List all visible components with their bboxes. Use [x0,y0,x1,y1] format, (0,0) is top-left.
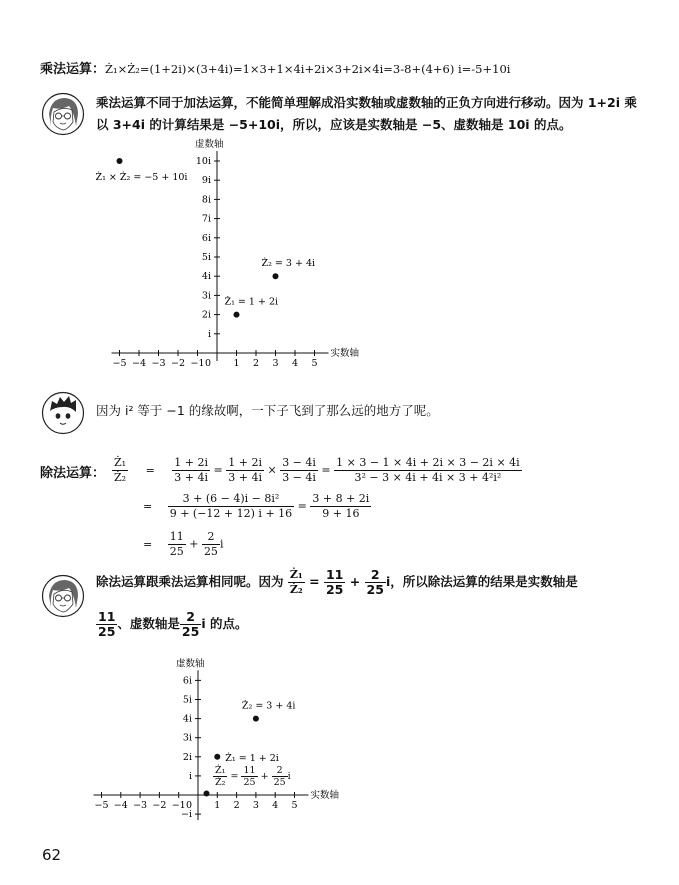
div-l1-f4: $\frac{1 \times 3 - 1 \times 4i + 2i \times 3 - 2i \times 4i}{\text{3² − 3 × 4i + 4i × 3 + 4²i²}}$ [336,456,520,484]
x-tick-label: −3 [151,358,166,369]
para3-frac-z: $\frac{\text{Ż₁}}{\text{Ż₂}}$ [289,568,303,596]
x-tick-label: 5 [311,358,318,369]
y-tick-label: 4i [182,713,192,725]
para3-frac-2-25-b: $\frac{2}{25}$ [181,609,200,639]
x-tick-label: 2 [252,358,260,369]
data-point [214,754,220,760]
y-tick-label: −i [181,809,192,821]
avatar-girl-2 [41,574,85,618]
data-point-label: Ż₂ = 3 + 4i [261,258,316,270]
y-tick-label: 9i [201,175,211,187]
multiplication-label: 乘法运算： [40,62,106,77]
chart2-p3-label: $\frac{\text{Ż₁}}{\text{Ż₂}}$ = $\frac{11}{25}$ + $\frac{2}{25}$ i [215,765,291,788]
x-tick-label: −2 [170,358,186,369]
avatar-girl [41,92,85,136]
x-tick-label: 3 [252,800,259,811]
division-line-3: = $\frac{11}{25}$ + $\frac{2}{25}$ i [143,530,224,558]
y-tick-label: i [188,770,192,782]
data-point-label: Ż₁ = 1 + 2i [225,752,279,764]
x-tick-label: 0 [185,800,193,811]
data-point [253,716,259,722]
x-tick-label: −1 [190,358,205,369]
y-axis-title: 虚数轴 [195,139,224,150]
div-l1-f3: $\frac{3 - 4i}{3 - 4i}$ [282,456,316,484]
x-tick-label: 1 [214,800,221,811]
div-l1-f2: $\frac{1 + 2i}{3 + 4i}$ [228,456,262,484]
paragraph-division-cont: $\frac{11}{25}$ 、虚数轴是 $\frac{2}{25}$ i 的点。 [98,609,248,639]
data-point [117,158,123,164]
paragraph-division: 除法运算跟乘法运算相同呢。因为 $\frac{\text{Ż₁}}{\text{Ż₂}}$ = $\frac{11}{25}$ + $\frac{2}{25}$ i，所以除法运算的结果是实数轴是 [96,567,578,597]
y-tick-label: 8i [201,194,211,206]
data-point-label: Ż₁ = 1 + 2i [224,296,279,308]
division-line-2: = $\frac{\text{3 + (6 − 4)i − 8i²}}{9 + (-12 + 12) i + 16}$ = $\frac{3 + 8 + 2i}{9 + 16}$ [143,492,370,520]
y-tick-label: 10i [195,156,211,167]
y-tick-label: 6i [201,232,211,244]
y-tick-label: 2i [182,751,192,763]
data-point-label: Ż₁ × Ż₂ = −5 + 10i [95,172,188,183]
chart1-plot [96,138,360,369]
paragraph-i-squared: 因为 i² 等于 −1 的缘故啊，一下子飞到了那么远的地方了呢。 [96,403,439,418]
data-point [234,312,240,318]
para3-frac-11-25-b: $\frac{11}{25}$ [98,609,116,639]
div-l3-f2: $\frac{2}{25}$ [203,530,218,558]
y-tick-label: 6i [182,675,192,687]
x-tick-label: 5 [291,800,298,811]
x-tick-label: −1 [171,800,186,811]
y-tick-label: 2i [201,309,211,321]
div-l2-f1: $\frac{\text{3 + (6 − 4)i − 8i²}}{9 + (-12 + 12) i + 16}$ [169,492,293,520]
x-tick-label: 1 [233,358,240,369]
para3-frac-2-25: $\frac{2}{25}$ [366,567,384,597]
y-tick-label: 3i [182,732,192,744]
y-axis-title: 虚数轴 [176,658,205,670]
y-tick-label: 5i [201,252,211,263]
chart-multiplication [90,135,390,375]
chart-division [80,652,370,830]
y-tick-label: 5i [182,694,192,706]
div-l2-f2: $\frac{3 + 8 + 2i}{9 + 16}$ [312,492,370,520]
page-number: 62 [42,846,62,864]
x-tick-label: −4 [131,358,147,369]
x-axis-title: 实数轴 [330,348,360,359]
chart2-plot [94,657,340,820]
x-tick-label: −5 [94,800,109,811]
x-tick-label: 2 [233,800,240,811]
y-tick-label: 3i [201,290,211,302]
data-point [203,790,209,796]
x-tick-label: −5 [112,358,127,369]
x-tick-label: −4 [113,800,128,811]
division-label: 除法运算： [40,466,106,481]
paragraph-multiplication: 乘法运算不同于加法运算，不能简单理解成沿实数轴或虚数轴的正负方向进行移动。因为 1+2i 乘以 3+4i 的计算结果是 −5+10i，所以，应该是实数轴是 −5、虚数轴是 10i 的点。 [96,95,637,132]
y-tick-label: 4i [201,271,211,283]
div-l3-f1: $\frac{11}{25}$ [169,530,184,558]
div-l1-f1: $\frac{1 + 2i}{3 + 4i}$ [174,456,209,484]
y-tick-label: i [207,328,211,340]
data-point-label: Ż₂ = 3 + 4i [241,700,296,712]
data-point [273,273,279,279]
avatar-boy [41,391,85,435]
x-tick-label: 4 [272,800,279,811]
y-tick-label: 7i [201,213,211,225]
x-tick-label: −2 [152,800,167,811]
x-tick-label: 0 [204,358,212,369]
multiplication-equation: Ż₁×Ż₂=(1+2i)×(3+4i)=1×3+1×4i+2i×3+2i×4i=3-8+(4+6) i=-5+10i [105,62,511,76]
x-axis-title: 实数轴 [310,790,340,801]
x-tick-label: 3 [272,358,279,369]
multiplication-line [40,58,510,77]
x-tick-label: −3 [133,800,148,811]
division-line-1: $\frac{\text{Ż₁}}{\text{Ż₂}}$ = $\frac{1 + 2i}{3 + 4i}$ = $\frac{1 + 2i}{3 + 4i}$ × $\frac{3 - 4i}{3 - 4i}$ = $\frac{1 \times 3 - 1 \times 4i + 2i \times 3 - 2i \times 4i}{\text{3² − 3 × 4i + 4i × 3 + 4²i²}}$ [114,456,520,484]
div-l1-lhs: $\frac{\text{Ż₁}}{\text{Ż₂}}$ [114,456,127,484]
x-tick-label: 4 [291,358,299,369]
para3-frac-11-25: $\frac{11}{25}$ [325,567,344,597]
